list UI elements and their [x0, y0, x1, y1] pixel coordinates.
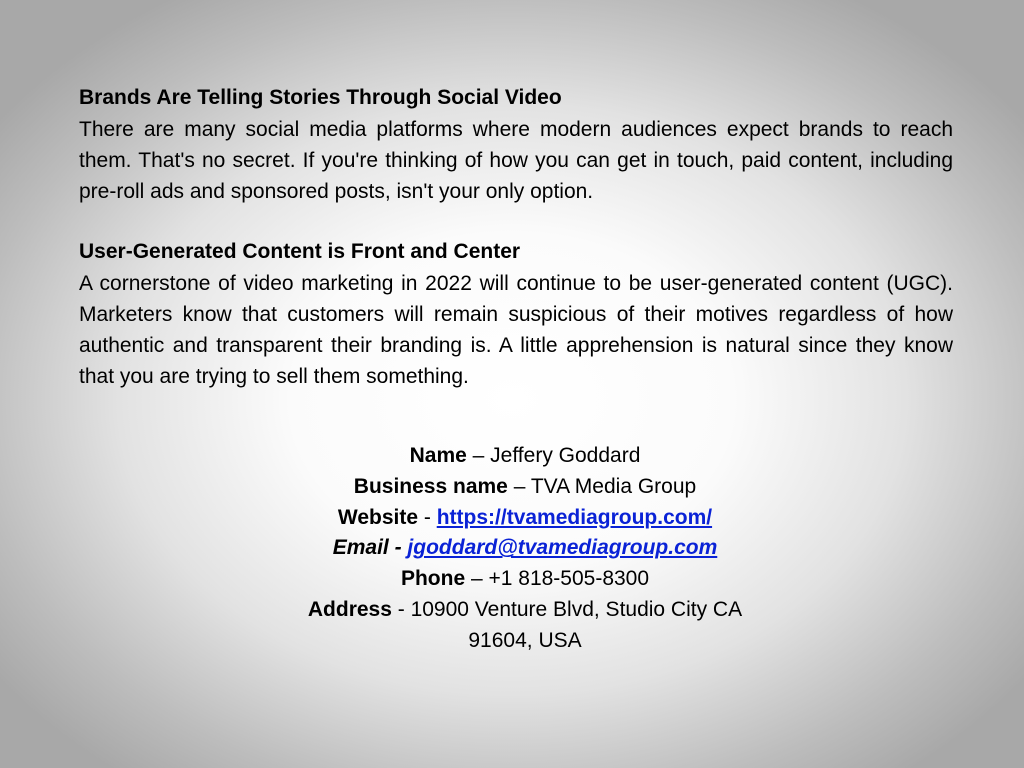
phone-separator: – — [465, 567, 489, 591]
address-line2: 91604, USA — [468, 628, 582, 652]
email-label: Email - — [332, 536, 402, 560]
contact-address-row — [200, 595, 850, 626]
section-brands-stories — [79, 84, 953, 207]
phone-label: Phone — [400, 567, 466, 591]
address-line1: 10900 Venture Blvd, Studio City CA — [410, 597, 743, 621]
address-separator: - — [391, 597, 411, 621]
address-label: Address — [307, 597, 392, 621]
email-link[interactable]: jgoddard@tvamediagroup.com — [407, 536, 718, 560]
section-heading: Brands Are Telling Stories Through Social Video — [79, 86, 562, 109]
contact-phone-row — [200, 564, 850, 595]
section-body: A cornerstone of video marketing in 2022 will continue to be user-generated content (UGC). Marketers know that customers will remain suspicious of their motives regardless of how authentic and transparent their branding is. A little apprehension is natural since they know that you are trying to sell them something. — [79, 272, 953, 388]
business-label: Business name — [353, 474, 508, 498]
phone-value: +1 818-505-8300 — [488, 567, 650, 591]
contact-website-row — [200, 503, 850, 534]
spacer — [79, 207, 953, 238]
website-separator: - — [418, 505, 437, 529]
name-label: Name — [409, 444, 467, 467]
name-value: Jeffery Goddard — [490, 444, 641, 467]
section-body: There are many social media platforms where modern audiences expect brands to reach them. That's no secret. If you're thinking of how you can get in touch, paid content, including pre-roll ads and sponsored posts, isn't your only option. — [79, 118, 953, 203]
name-separator: – — [466, 444, 491, 467]
contact-address-row-2 — [200, 626, 850, 657]
section-heading: User-Generated Content is Front and Center — [79, 240, 521, 263]
contact-email-row — [200, 533, 850, 564]
contact-name-row — [200, 441, 850, 472]
website-link[interactable]: https://tvamediagroup.com/ — [436, 505, 713, 529]
section-ugc — [79, 238, 953, 392]
website-label: Website — [337, 505, 419, 529]
article-content — [79, 84, 953, 392]
contact-block — [200, 441, 850, 657]
business-value: TVA Media Group — [530, 474, 697, 498]
business-separator: – — [507, 474, 531, 498]
contact-business-row — [200, 472, 850, 503]
